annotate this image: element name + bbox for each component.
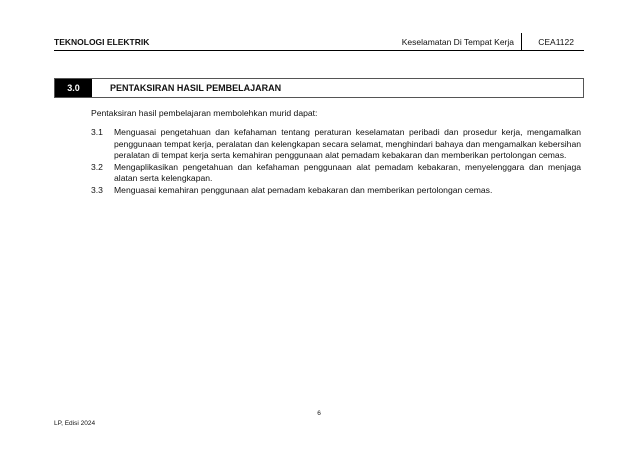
footer-edition: LP, Edisi 2024 — [54, 420, 96, 427]
header-divider — [521, 33, 523, 50]
header-code: CEA1122 — [538, 37, 574, 47]
item-text: Menguasai kemahiran penggunaan alat pemadam kebakaran dan memberikan pertolongan cemas. — [114, 184, 493, 195]
intro-text: Pentaksiran hasil pembelajaran membolehkan murid dapat: — [91, 108, 318, 118]
page-header — [54, 30, 584, 51]
item-number: 3.1 — [91, 127, 103, 137]
section-title: PENTAKSIRAN HASIL PEMBELAJARAN — [110, 83, 282, 93]
list-item — [91, 185, 581, 197]
list-item — [91, 162, 581, 185]
item-text: Menguasai pengetahuan dan kefahaman tentang peraturan keselamatan peribadi dan prosedur kerja, mengamalkan penggunaan tempat kerja, peralatan dan kelengkapan secara selamat, menghindari bahaya dan mengamalkan kebersihan peralatan di tempat kerja serta kemahiran penggunaan alat pemadam kebakaran dan memberikan pertolongan cemas. — [114, 127, 581, 161]
header-subject: TEKNOLOGI ELEKTRIK — [54, 37, 150, 47]
item-text: Mengaplikasikan pengetahuan dan kefahaman penggunaan alat pemadam kebakaran, menyelenggara dan menjaga alatan serta kelengkapan. — [114, 161, 581, 184]
item-number: 3.2 — [91, 161, 103, 172]
header-topic: Keselamatan Di Tempat Kerja — [401, 37, 514, 47]
page-number: 6 — [317, 410, 321, 417]
list-item — [91, 127, 581, 162]
item-number: 3.3 — [91, 184, 103, 195]
section-heading — [54, 78, 584, 98]
outcome-list — [91, 127, 581, 197]
section-number: 3.0 — [55, 79, 92, 97]
